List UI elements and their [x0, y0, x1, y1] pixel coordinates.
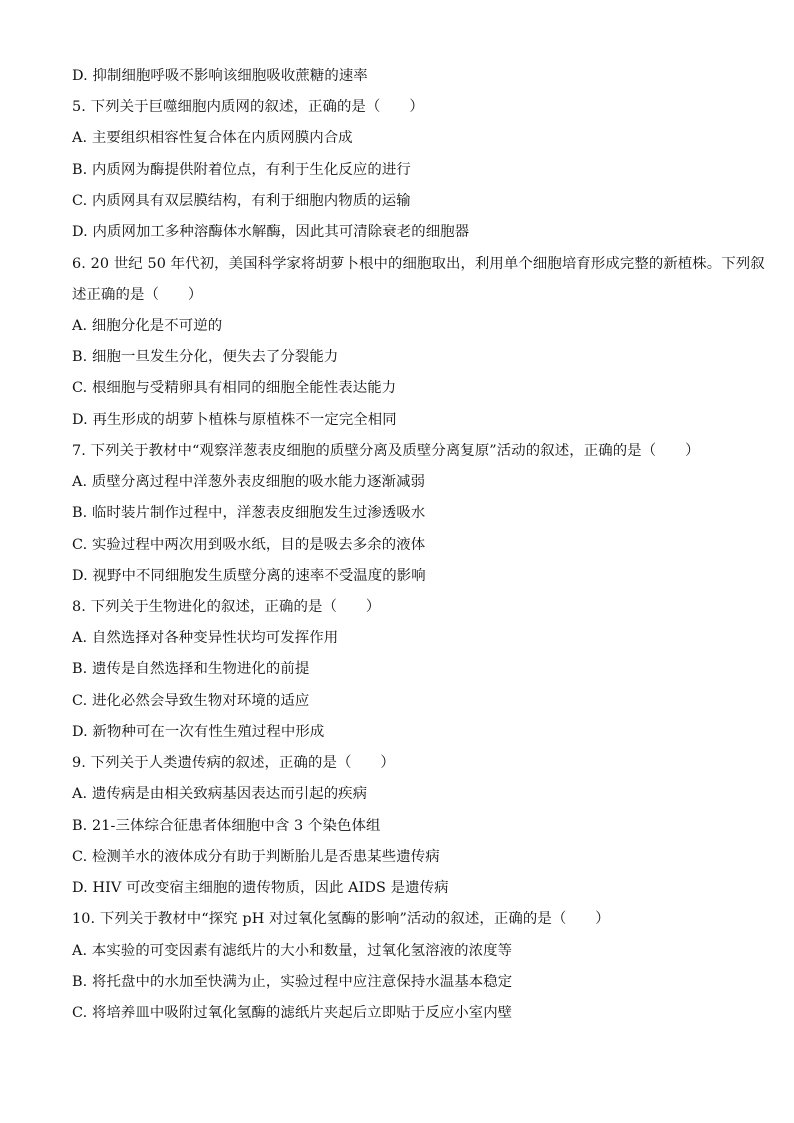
option-line: D. 视野中不同细胞发生质壁分离的速率不受温度的影响	[72, 568, 426, 584]
option-line: D. HIV 可改变宿主细胞的遗传物质，因此 AIDS 是遗传病	[72, 880, 449, 896]
option-line: B. 21-三体综合征患者体细胞中含 3 个染色体组	[72, 818, 381, 834]
option-line: C. 根细胞与受精卵具有相同的细胞全能性表达能力	[72, 380, 397, 396]
option-line: C. 内质网具有双层膜结构，有利于细胞内物质的运输	[72, 193, 411, 209]
option-line: A. 细胞分化是不可逆的	[72, 318, 223, 334]
option-line: C. 检测羊水的液体成分有助于判断胎儿是否患某些遗传病	[72, 849, 440, 865]
option-line: D. 内质网加工多种溶酶体水解酶，因此其可清除衰老的细胞器	[72, 224, 470, 240]
option-line: A. 自然选择对各种变异性状均可发挥作用	[72, 630, 339, 646]
option-line: B. 细胞一旦发生分化，便失去了分裂能力	[72, 349, 339, 365]
question-line: 6. 20 世纪 50 年代初，美国科学家将胡萝卜根中的细胞取出，利用单个细胞培育形成完整的新植株。下列叙	[72, 256, 765, 272]
question-line: 5. 下列关于巨噬细胞内质网的叙述，正确的是（ ）	[72, 99, 424, 115]
option-line: D. 再生形成的胡萝卜植株与原植株不一定完全相同	[72, 412, 397, 428]
option-line: B. 临时装片制作过程中，洋葱表皮细胞发生过渗透吸水	[72, 505, 426, 521]
option-line: D. 新物种可在一次有性生殖过程中形成	[72, 724, 325, 740]
option-line: B. 内质网为酶提供附着位点，有利于生化反应的进行	[72, 162, 411, 178]
option-line: C. 实验过程中两次用到吸水纸，目的是吸去多余的液体	[72, 537, 426, 553]
option-line: A. 遗传病是由相关致病基因表达而引起的疾病	[72, 786, 368, 802]
question-line: 8. 下列关于生物进化的叙述，正确的是（ ）	[72, 599, 381, 615]
option-line: D. 抑制细胞呼吸不影响该细胞吸收蔗糖的速率	[72, 68, 368, 84]
question-line: 述正确的是（ ）	[72, 287, 203, 303]
option-line: B. 将托盘中的水加至快满为止，实验过程中应注意保持水温基本稳定	[72, 974, 513, 990]
option-line: C. 进化必然会导致生物对环境的适应	[72, 693, 310, 709]
option-line: C. 将培养皿中吸附过氧化氢酶的滤纸片夹起后立即贴于反应小室内壁	[72, 1005, 513, 1021]
option-line: B. 遗传是自然选择和生物进化的前提	[72, 661, 310, 677]
question-line: 10. 下列关于教材中“探究 pH 对过氧化氢酶的影响”活动的叙述，正确的是（ ）	[72, 911, 610, 927]
question-line: 9. 下列关于人类遗传病的叙述，正确的是（ ）	[72, 755, 395, 771]
question-line: 7. 下列关于教材中“观察洋葱表皮细胞的质壁分离及质壁分离复原”活动的叙述，正确的是（ ）	[72, 443, 700, 459]
option-line: A. 主要组织相容性复合体在内质网膜内合成	[72, 130, 353, 146]
option-line: A. 本实验的可变因素有滤纸片的大小和数量，过氧化氢溶液的浓度等	[72, 943, 513, 959]
option-line: A. 质壁分离过程中洋葱外表皮细胞的吸水能力逐渐减弱	[72, 474, 426, 490]
